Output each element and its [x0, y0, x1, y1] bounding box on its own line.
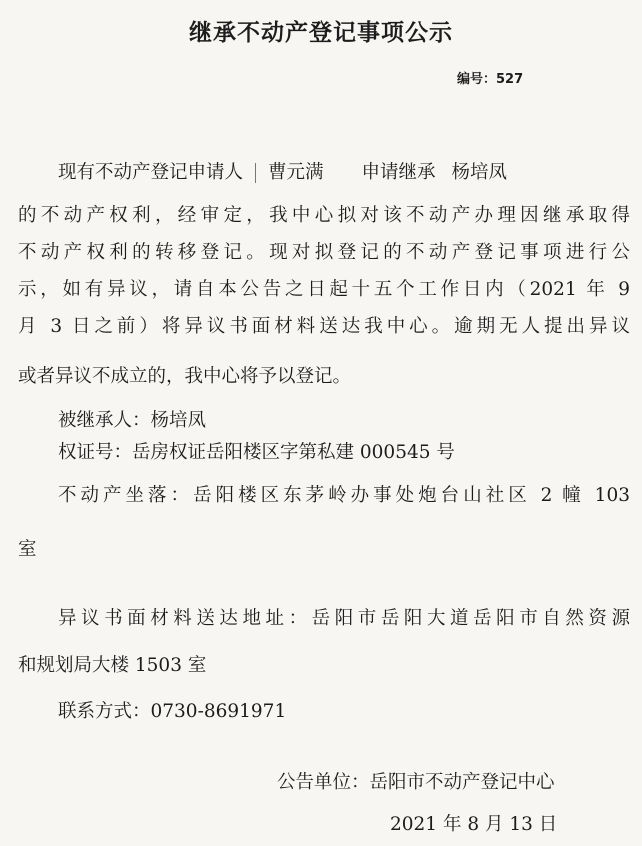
- serial-number: 编号：527: [457, 72, 524, 87]
- address-field: 异议书面材料送达地址：岳阳市岳阳大道岳阳市自然资源: [58, 608, 630, 629]
- applicant-name: 曹元满: [268, 162, 324, 183]
- body-text: 申请继承: [361, 162, 436, 183]
- location-field-cont: 室: [18, 539, 37, 560]
- decedent-inline: 杨培凤: [451, 162, 508, 183]
- body-line-2: 的不动产权利，经审定，我中心拟对该不动产办理因继承取得: [18, 205, 630, 226]
- issue-date: 2021 年 8 月 13 日: [390, 814, 558, 835]
- page-title: 继承不动产登记事项公示: [189, 20, 453, 46]
- body-line-4: 示，如有异议，请自本公告之日起十五个工作日内（2021 年 9: [18, 279, 630, 300]
- body-line-5: 月 3 日之前）将异议书面材料送达我中心。逾期无人提出异议: [18, 316, 630, 337]
- decedent-field: 被继承人：杨培凤: [58, 410, 207, 431]
- location-field: 不动产坐落：岳阳楼区东茅岭办事处炮台山社区 2 幢 103: [58, 485, 630, 506]
- address-field-cont: 和规划局大楼 1503 室: [18, 655, 207, 676]
- body-line-3: 不动产权利的转移登记。现对拟登记的不动产登记事项进行公: [18, 242, 630, 263]
- body-line-1: [58, 160, 630, 186]
- contact-field: 联系方式：0730-8691971: [58, 701, 287, 722]
- body-text: 现有不动产登记申请人: [58, 162, 244, 183]
- divider: [255, 163, 256, 183]
- body-line-6: 或者异议不成立的，我中心将予以登记。: [18, 366, 352, 387]
- issuer: 公告单位：岳阳市不动产登记中心: [277, 772, 555, 793]
- certificate-field: 权证号：岳房权证岳阳楼区字第私建 000545 号: [58, 442, 455, 463]
